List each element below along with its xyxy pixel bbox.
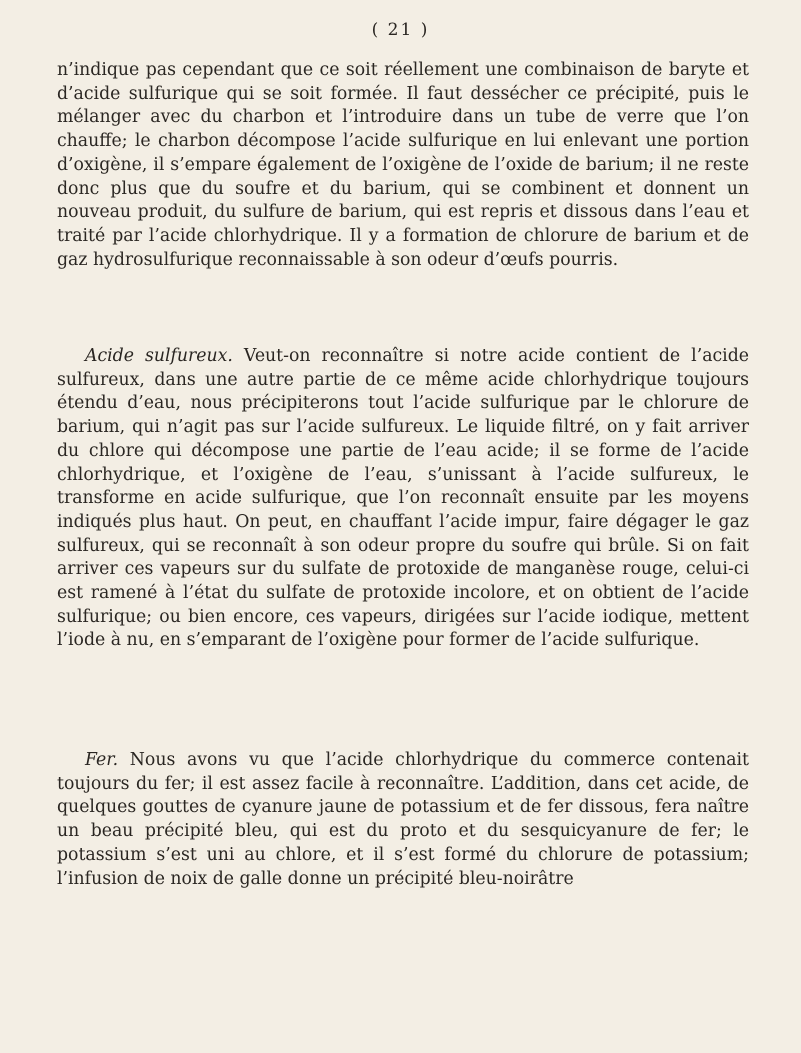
section-heading-sulfurous-acid: Acide sulfureux. [85,346,233,366]
paragraph-text: Veut-on reconnaître si notre acide contient de l’acide sulfureux, dans une autre partie de ce même acide chlorhydrique toujours étendu d’eau, nous précipiterons tout l’acide sulfurique par le chlorure de barium, qui n’agit pas sur l’acide sulfureux. Le liquide filtré, on y fait arriver du chlore qui décompose une partie de l’eau acide; il se forme de l’acide chlorhydrique, et l’oxigène de l’eau, s’unissant à l’acide sulfureux, le transforme en acide sulfurique, que l’on reconnaît ensuite par les moyens indiqués plus haut. On peut, en chauffant l’acide impur, faire dégager le gaz sulfureux, qui se reconnaît à son odeur propre du soufre qui brûle. Si on fait arriver ces vapeurs sur du sulfate de protoxide de manganèse rouge, celui-ci est ramené à l’état du sulfate de protoxide incolore, et on obtient de l’acide sulfurique; ou bien encore, ces vapeurs, dirigées sur l’acide iodique, mettent l’iode à nu, en s’emparant de l’oxigène pour former de l’acide sulfurique. [57,346,749,651]
paragraph-text: n’indique pas cependant que ce soit réellement une combinaison de baryte et d’acide sulfurique qui se soit formée. Il faut dessécher ce précipité, puis le mélanger avec du charbon et l’introduire dans un tube de verre que l’on chauffe; le charbon décompose l’acide sulfurique en lui enlevant une portion d’oxigène, il s’empare également de l’oxigène de l’oxide de barium; il ne reste donc plus que du soufre et du barium, qui se combinent et donnent un nouveau produit, du sulfure de barium, qui est repris et dissous dans l’eau et traité par l’acide chlorhydrique. Il y a formation de chlorure de barium et de gaz hydrosulfurique reconnaissable à son odeur d’œufs pourris. [57,60,749,270]
page-number: ( 21 ) [371,20,430,40]
paragraph-sulfurous-acid [57,345,749,653]
paragraph-barium-sulfate [57,59,749,272]
paragraph-iron [57,749,749,891]
section-heading-iron: Fer. [85,750,119,770]
paragraph-text: Nous avons vu que l’acide chlorhydrique du commerce contenait toujours du fer; il est assez facile à reconnaître. L’addition, dans cet acide, de quelques gouttes de cyanure jaune de potassium et de fer dissous, fera naître un beau précipité bleu, qui est du proto et du sesquicyanure de fer; le potassium s’est uni au chlore, et il s’est formé du chlorure de potassium; l’infusion de noix de galle donne un précipité bleu-noirâtre [57,750,749,889]
